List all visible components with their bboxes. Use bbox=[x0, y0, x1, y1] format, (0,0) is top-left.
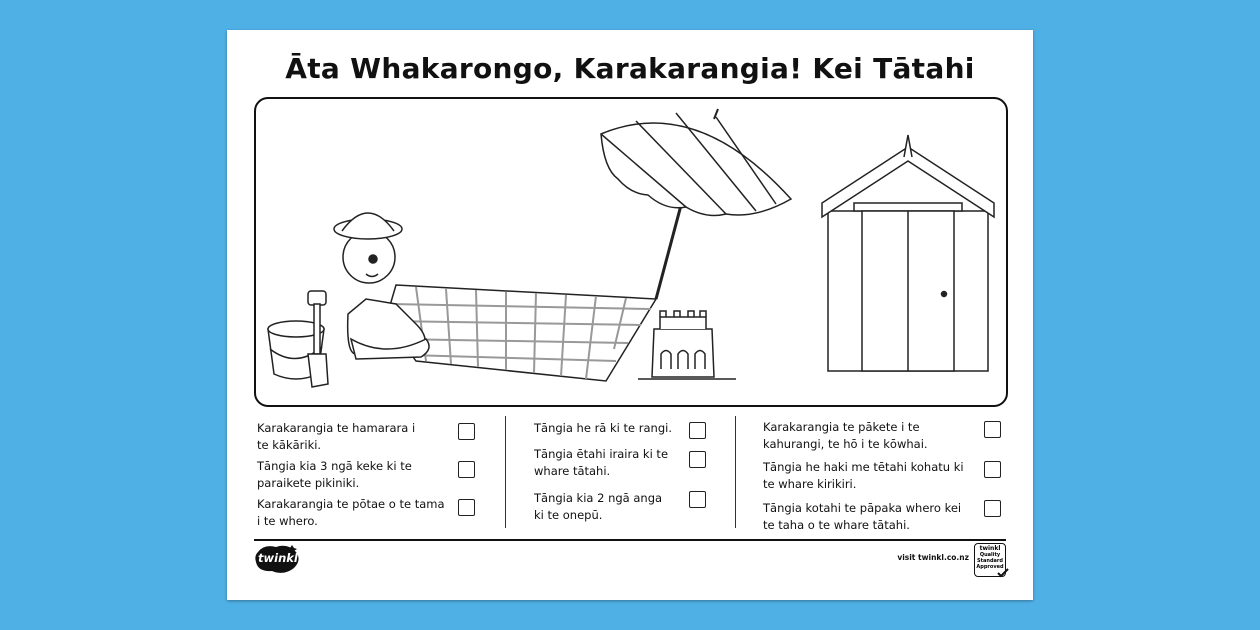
beach-hut bbox=[822, 135, 994, 371]
footer-divider bbox=[254, 539, 1006, 541]
task-text: Karakarangia te pōtae o te tama i te whero. bbox=[257, 497, 445, 528]
quality-badge: twinkl Quality Standard Approved bbox=[974, 543, 1006, 577]
task-checkbox[interactable] bbox=[689, 491, 706, 508]
sandcastle bbox=[638, 311, 736, 379]
task-text: Tāngia he haki me tētahi kohatu ki te whare kirikiri. bbox=[763, 460, 964, 491]
column-divider bbox=[735, 416, 736, 528]
task-text: Tāngia kia 3 ngā keke ki te paraikete pikiniki. bbox=[257, 459, 412, 490]
task-checkbox[interactable] bbox=[458, 423, 475, 440]
task-text: Tāngia kia 2 ngā anga ki te onepū. bbox=[534, 491, 663, 522]
task-text: Tāngia he rā ki te rangi. bbox=[534, 421, 672, 435]
picnic-blanket bbox=[386, 285, 656, 381]
task-text: Tāngia ētahi iraira ki te whare tātahi. bbox=[534, 447, 669, 478]
beach-umbrella bbox=[601, 109, 791, 299]
task-text: Tāngia kotahi te pāpaka whero kei te taha o te whare tātahi. bbox=[763, 501, 962, 532]
worksheet bbox=[227, 30, 1033, 600]
beach-illustration bbox=[256, 99, 1006, 405]
task-checkbox[interactable] bbox=[689, 422, 706, 439]
task-text: Karakarangia te pākete i te kahurangi, te hō i te kōwhai. bbox=[763, 420, 928, 451]
visit-link[interactable]: visit twinkl.co.nz bbox=[897, 553, 969, 562]
task-checkbox[interactable] bbox=[689, 451, 706, 468]
task-checkbox[interactable] bbox=[984, 500, 1001, 517]
page-title: Āta Whakarongo, Karakarangia! Kei Tātahi bbox=[285, 52, 975, 85]
logo-text: twinkl bbox=[258, 551, 298, 565]
task-checkbox[interactable] bbox=[458, 499, 475, 516]
beach-scene bbox=[254, 97, 1008, 407]
task-checkbox[interactable] bbox=[984, 461, 1001, 478]
task-checkbox[interactable] bbox=[458, 461, 475, 478]
column-divider bbox=[505, 416, 506, 528]
task-checkbox[interactable] bbox=[984, 421, 1001, 438]
task-text: Karakarangia te hamarara i te kākāriki. bbox=[257, 421, 416, 452]
checkmark-icon bbox=[997, 568, 1009, 578]
